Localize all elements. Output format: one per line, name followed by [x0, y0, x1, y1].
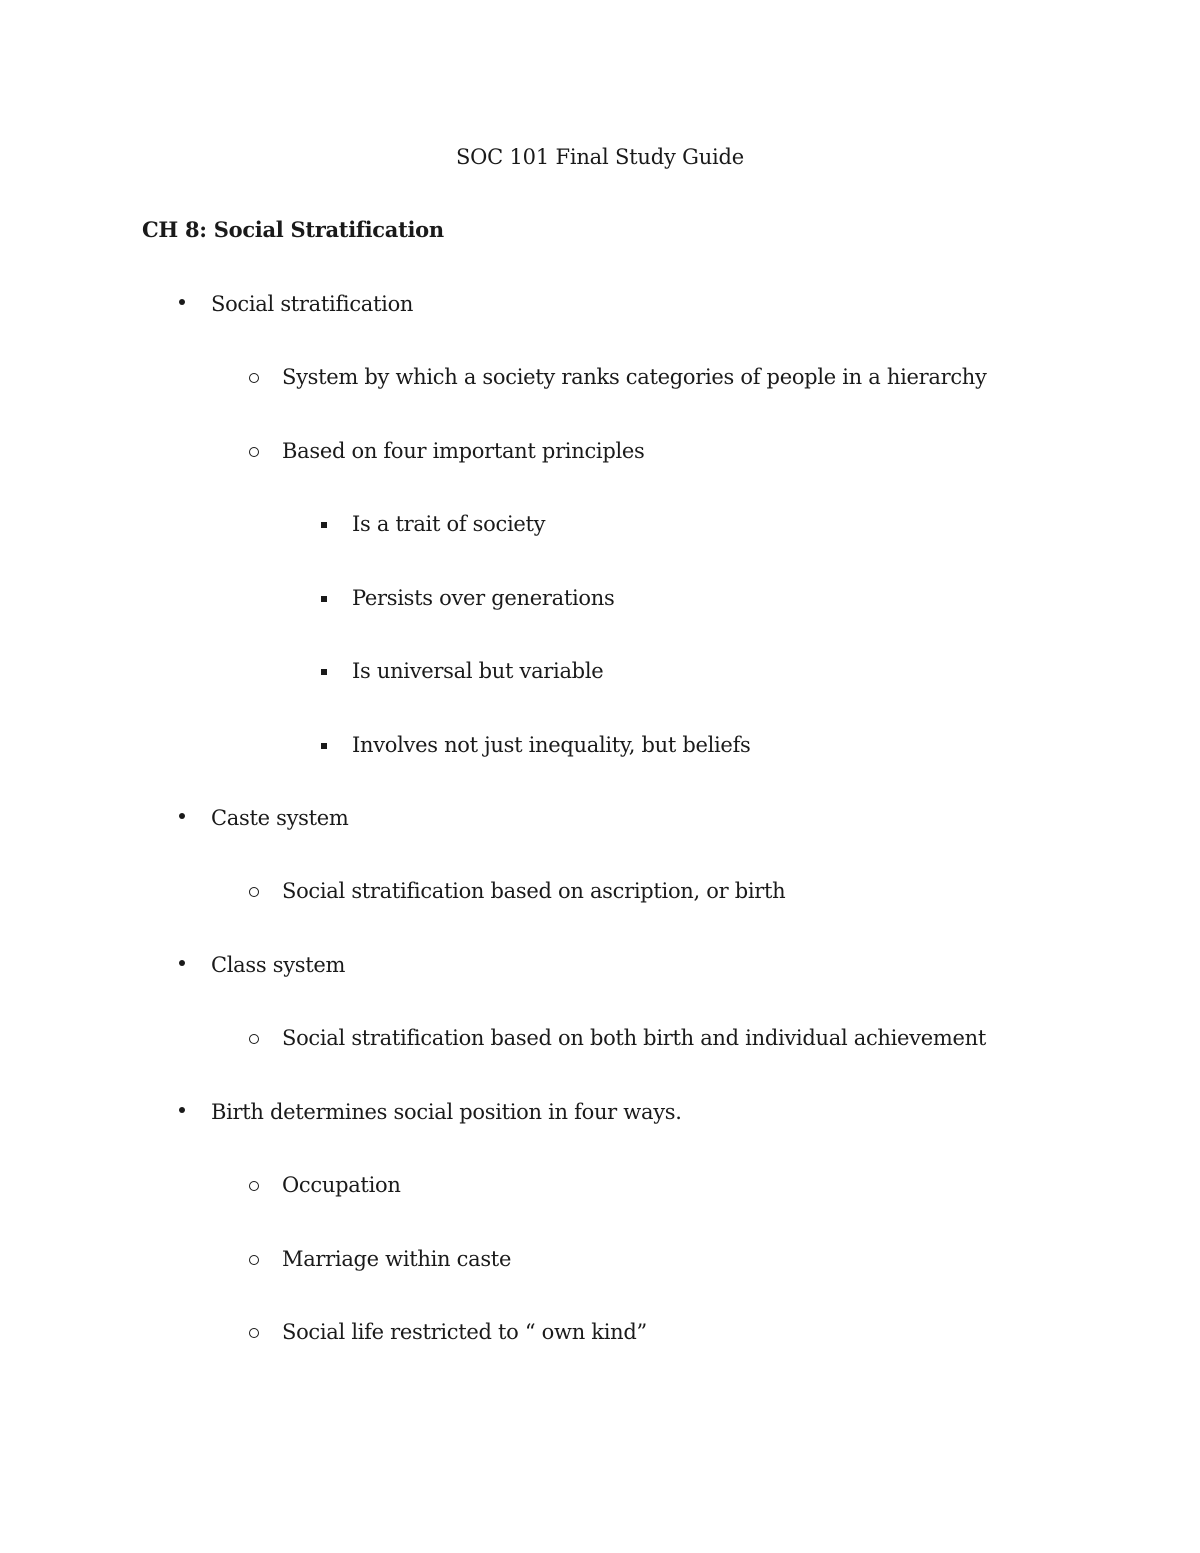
list-item: [282, 1316, 647, 1348]
bullet-dot-icon: [179, 960, 185, 966]
list-item-text: Involves not just inequality, but beliefs: [352, 733, 751, 757]
list-item: [211, 288, 413, 320]
list-item: [282, 875, 785, 907]
bullet-circle-icon: [249, 1328, 259, 1338]
list-item-text: Social stratification based on ascription, or birth: [282, 879, 786, 903]
bullet-square-icon: [321, 743, 327, 749]
list-item-text: Marriage within caste: [282, 1247, 512, 1271]
list-item-text: Social stratification: [211, 292, 414, 316]
bullet-circle-icon: [249, 1255, 259, 1265]
list-item-text: Is universal but variable: [352, 659, 604, 683]
list-item-text: Occupation: [282, 1173, 401, 1197]
chapter-heading: CH 8: Social Stratification: [142, 217, 444, 242]
document-title: SOC 101 Final Study Guide: [455, 145, 745, 169]
list-item: [282, 361, 987, 393]
list-item: [352, 582, 614, 614]
list-item: [352, 655, 603, 687]
bullet-square-icon: [321, 596, 327, 602]
bullet-circle-icon: [249, 1034, 259, 1044]
list-item-text: Social stratification based on both birth and individual achievement: [282, 1026, 986, 1050]
bullet-dot-icon: [179, 813, 185, 819]
list-item: [211, 949, 345, 981]
list-item: [282, 1169, 401, 1201]
list-item: [352, 508, 545, 540]
list-item: [211, 802, 349, 834]
list-item-text: Caste system: [211, 806, 349, 830]
bullet-square-icon: [321, 522, 327, 528]
list-item: [211, 1096, 682, 1128]
list-item-text: Class system: [211, 953, 346, 977]
bullet-circle-icon: [249, 373, 259, 383]
bullet-dot-icon: [179, 1107, 185, 1113]
list-item-text: Social life restricted to “ own kind”: [282, 1320, 647, 1344]
list-item-text: Persists over generations: [352, 586, 615, 610]
bullet-circle-icon: [249, 887, 259, 897]
list-item-text: Based on four important principles: [282, 439, 645, 463]
list-item: [282, 1243, 511, 1275]
list-item-text: Is a trait of society: [352, 512, 546, 536]
list-item: [282, 435, 645, 467]
bullet-square-icon: [321, 669, 327, 675]
list-item-text: System by which a society ranks categories of people in a hierarchy: [282, 365, 987, 389]
bullet-circle-icon: [249, 447, 259, 457]
bullet-circle-icon: [249, 1181, 259, 1191]
list-item: [352, 729, 751, 761]
list-item-text: Birth determines social position in four ways.: [211, 1100, 682, 1124]
list-item: [282, 1022, 986, 1054]
bullet-dot-icon: [179, 299, 185, 305]
